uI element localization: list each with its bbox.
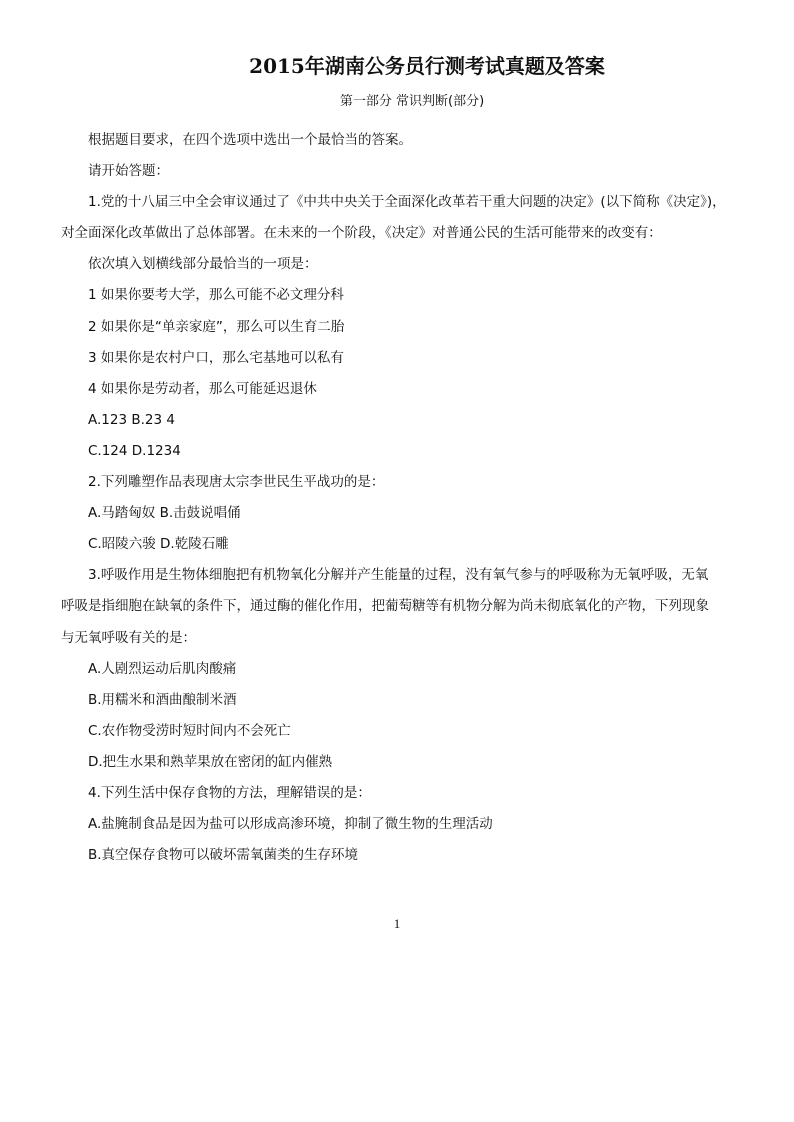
text-line: C.124 D.1234	[88, 442, 181, 459]
text-line: 3 如果你是农村户口，那么宅基地可以私有	[88, 349, 344, 366]
text-line: 对全面深化改革做出了总体部署。在未来的一个阶段，《决定》对普通公民的生活可能带来的改变有：	[61, 225, 662, 242]
document-body	[61, 128, 751, 874]
text-line: 根据题目要求，在四个选项中选出一个最恰当的答案。	[88, 132, 412, 148]
text-line: 呼吸是指细胞在缺氧的条件下，通过酶的催化作用，把葡萄糖等有机物分解为尚未彻底氧化的产物，下列现象	[61, 598, 709, 615]
section-subtitle: 第一部分 常识判断(部分)	[339, 94, 485, 109]
text-line: C.昭陵六骏 D.乾陵石雕	[88, 536, 229, 553]
text-line: 1.党的十八届三中全会审议通过了《中共中央关于全面深化改革若干重大问题的决定》(以下简称《决定》)，	[88, 194, 726, 211]
text-line: 1 如果你要考大学，那么可能不必文理分科	[88, 287, 344, 304]
text-line: 4.下列生活中保存食物的方法，理解错误的是：	[88, 784, 371, 801]
text-line: A.123 B.23 4	[88, 411, 175, 428]
text-line: 3.呼吸作用是生物体细胞把有机物氧化分解并产生能量的过程，没有氧气参与的呼吸称为无氧呼吸，无氧	[88, 567, 709, 584]
text-line: 2.下列雕塑作品表现唐太宗李世民生平战功的是：	[88, 474, 385, 491]
text-line: A.盐腌制食品是因为盐可以形成高渗环境，抑制了微生物的生理活动	[88, 816, 493, 833]
text-line: 2 如果你是“单亲家庭”，那么可以生育二胎	[88, 318, 345, 335]
text-line: D.把生水果和熟苹果放在密闭的缸内催熟	[88, 753, 333, 770]
text-line: A.马踏匈奴 B.击鼓说唱俑	[88, 505, 241, 522]
document-title: 2015年湖南公务员行测考试真题及答案	[249, 54, 605, 78]
text-line: 4 如果你是劳动者，那么可能延迟退休	[88, 380, 317, 397]
text-line: B.真空保存食物可以破坏需氧菌类的生存环境	[88, 847, 359, 864]
text-line: B.用糯米和酒曲酿制米酒	[88, 691, 237, 708]
text-line: 与无氧呼吸有关的是：	[61, 629, 196, 646]
text-line: 依次填入划横线部分最恰当的一项是：	[88, 256, 318, 273]
page-number: 1	[393, 916, 401, 931]
text-line: A.人剧烈运动后肌肉酸痛	[88, 660, 237, 677]
text-line: C.农作物受涝时短时间内不会死亡	[88, 722, 291, 739]
text-line: 请开始答题：	[88, 163, 169, 180]
